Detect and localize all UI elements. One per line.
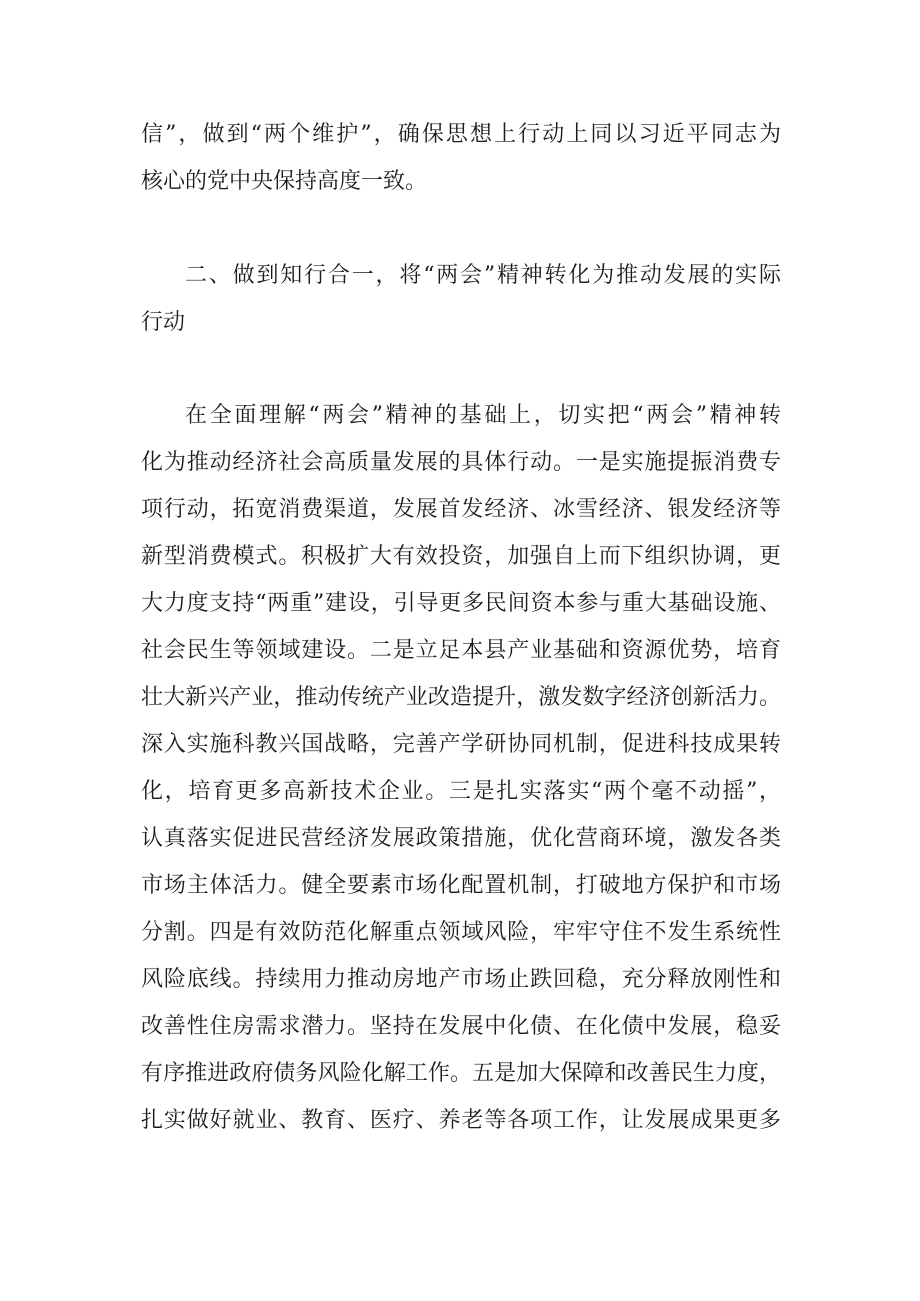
text-line: 分割。四是有效防范化解重点领域风险，牢牢守住不发生系统性 <box>141 920 781 945</box>
text-line: 核心的党中央保持高度一致。 <box>141 169 428 194</box>
text-line: 深入实施科教兴国战略，完善产学研协同机制，促进科技成果转 <box>141 732 781 757</box>
text-line: 大力度支持“两重”建设，引导更多民间资本参与重大基础设施、 <box>141 591 781 616</box>
text-line: 信”，做到“两个维护”，确保思想上行动上同以习近平同志为 <box>141 122 781 147</box>
heading-line: 二、做到知行合一，将“两会”精神转化为推动发展的实际 <box>185 263 781 288</box>
text-line: 化为推动经济社会高质量发展的具体行动。一是实施提振消费专 <box>141 450 781 475</box>
heading-line: 行动 <box>141 310 186 335</box>
text-line: 社会民生等领域建设。二是立足本县产业基础和资源优势，培育 <box>141 638 781 663</box>
text-line: 有序推进政府债务风险化解工作。五是加大保障和改善民生力度， <box>141 1061 781 1086</box>
text-line: 风险底线。持续用力推动房地产市场止跌回稳，充分释放刚性和 <box>141 967 781 992</box>
text-line: 市场主体活力。健全要素市场化配置机制，打破地方保护和市场 <box>141 873 781 898</box>
text-line: 改善性住房需求潜力。坚持在发展中化债、在化债中发展，稳妥 <box>141 1014 781 1039</box>
text-line: 化，培育更多高新技术企业。三是扎实落实“两个毫不动摇”， <box>141 779 781 804</box>
text-line: 认真落实促进民营经济发展政策措施，优化营商环境，激发各类 <box>141 826 781 851</box>
text-line: 壮大新兴产业，推动传统产业改造提升，激发数字经济创新活力。 <box>141 685 781 710</box>
text-line: 在全面理解“两会”精神的基础上，切实把“两会”精神转 <box>185 403 781 428</box>
text-line: 项行动，拓宽消费渠道，发展首发经济、冰雪经济、银发经济等 <box>141 497 781 522</box>
text-line: 扎实做好就业、教育、医疗、养老等各项工作，让发展成果更多 <box>141 1108 781 1133</box>
text-line: 新型消费模式。积极扩大有效投资，加强自上而下组织协调，更 <box>141 544 781 569</box>
